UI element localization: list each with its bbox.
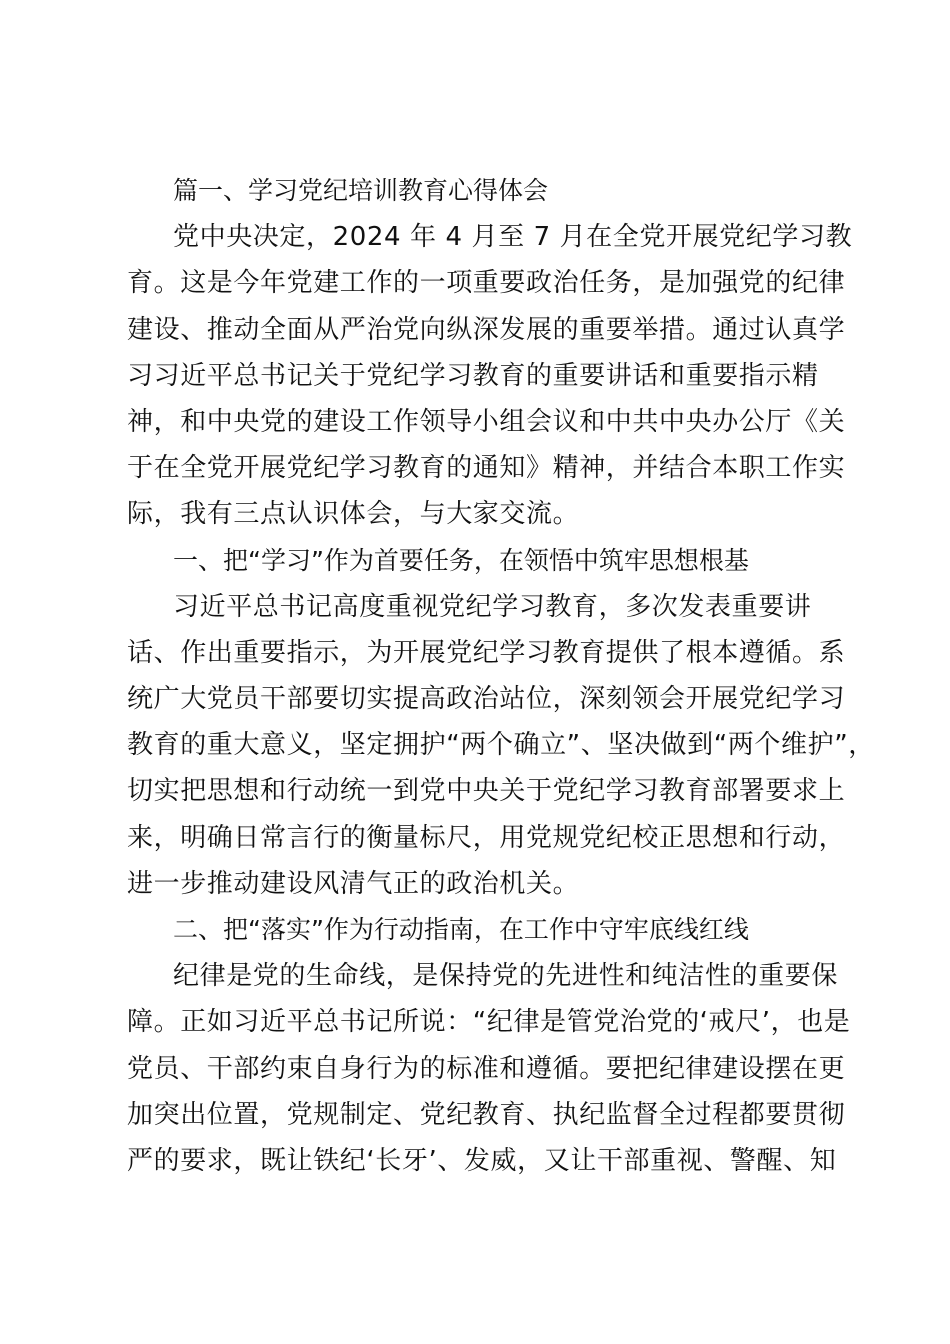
paragraph-line: 神，和中央党的建设工作领导小组会议和中共中央办公厅《关 xyxy=(127,406,846,437)
paragraph-line: 切实把思想和行动统一到党中央关于党纪学习教育部署要求上 xyxy=(127,776,846,807)
paragraph-line: 党员、干部约束自身行为的标准和遵循。要把纪律建设摆在更 xyxy=(127,1053,846,1084)
paragraph-section-2 xyxy=(127,953,851,1184)
paragraph-line: 教育的重大意义，坚定拥护“两个确立”、坚决做到“两个维护”， xyxy=(127,730,875,761)
paragraph-line: 加突出位置，党规制定、党纪教育、执纪监督全过程都要贯彻 xyxy=(127,1099,846,1130)
section-heading-1: 一、把“学习”作为首要任务，在领悟中筑牢思想根基 xyxy=(173,545,749,575)
section-heading-2: 二、把“落实”作为行动指南，在工作中守牢底线红线 xyxy=(173,915,749,944)
paragraph-line: 纪律是党的生命线，是保持党的先进性和纯洁性的重要保 xyxy=(173,961,839,992)
paragraph-line: 进一步推动建设风清气正的政治机关。 xyxy=(127,868,580,899)
paragraph-line: 际，我有三点认识体会，与大家交流。 xyxy=(127,499,580,530)
paragraph-line: 建设、推动全面从严治党向纵深发展的重要举措。通过认真学 xyxy=(127,314,846,345)
document-title: 篇一、学习党纪培训教育心得体会 xyxy=(173,176,549,205)
paragraph-line: 党中央决定，2024 年 4 月至 7 月在全党开展党纪学习教 xyxy=(173,222,853,253)
paragraph-line: 话、作出重要指示，为开展党纪学习教育提供了根本遵循。系 xyxy=(127,637,846,668)
paragraph-section-1 xyxy=(127,584,875,907)
paragraph-line: 统广大党员干部要切实提高政治站位，深刻领会开展党纪学习 xyxy=(127,684,846,715)
paragraph-line: 障。正如习近平总书记所说：“纪律是管党治党的‘戒尺’，也是 xyxy=(127,1007,851,1038)
paragraph-line: 于在全党开展党纪学习教育的通知》精神，并结合本职工作实 xyxy=(127,453,846,484)
paragraph-line: 习近平总书记高度重视党纪学习教育，多次发表重要讲 xyxy=(173,591,812,622)
paragraph-line: 习习近平总书记关于党纪学习教育的重要讲话和重要指示精 xyxy=(127,360,819,391)
document-body xyxy=(127,168,875,1184)
paragraph-line: 来，明确日常言行的衡量标尺，用党规党纪校正思想和行动， xyxy=(127,822,846,853)
paragraph-line: 严的要求，既让铁纪‘长牙’、发威，又让干部重视、警醒、知 xyxy=(127,1145,837,1176)
paragraph-line: 育。这是今年党建工作的一项重要政治任务，是加强党的纪律 xyxy=(127,268,846,299)
paragraph-intro xyxy=(127,214,853,537)
